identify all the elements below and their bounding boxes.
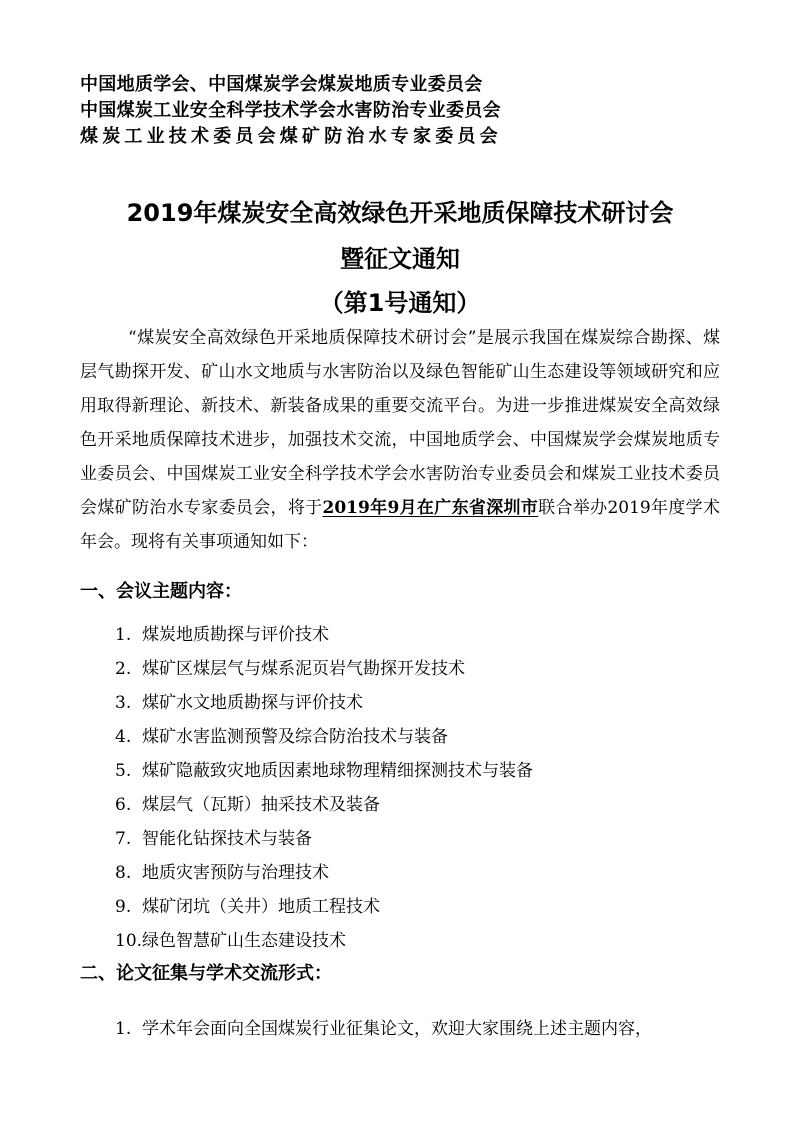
list-item-text: 地质灾害预防与治理技术: [142, 863, 329, 883]
list-item-text: 煤矿隐蔽致灾地质因素地球物理精细探测技术与装备: [142, 761, 533, 781]
list-item: [115, 788, 533, 822]
list-item-text: 煤矿水文地质勘探与评价技术: [142, 693, 363, 713]
list-item-number: 2.: [115, 659, 132, 679]
list-item-text: 绿色智慧矿山生态建设技术: [142, 931, 346, 951]
document-title: 2019年煤炭安全高效绿色开采地质保障技术研讨会: [126, 199, 674, 227]
list-item-text: 煤矿闭坑（关井）地质工程技术: [142, 897, 380, 917]
list-item: [115, 652, 533, 686]
list-item-text: 智能化钻探技术与装备: [142, 829, 312, 849]
list-item-number: 7.: [115, 829, 132, 849]
list-item-number: 5.: [115, 761, 132, 781]
intro-text-before: “煤炭安全高效绿色开采地质保障技术研讨会”是展示我国在煤炭综合勘探、煤层气勘探开发、矿山水文地质与水害防治以及绿色智能矿山生态建设等领域研究和应用取得新理论、新技术、新装备成果的重要交流平台。为进一步推进煤炭安全高效绿色开采地质保障技术进步，加强技术交流，中国地质学会、中国煤炭学会煤炭地质专业委员会、中国煤炭工业安全科学技术学会水害防治专业委员会和煤炭工业技术委员会煤矿防治水专家委员会，将于: [80, 328, 720, 518]
list-item-text: 学术年会面向全国煤炭行业征集论文，欢迎大家围绕上述主题内容，: [142, 1019, 652, 1039]
list-item-text: 煤矿水害监测预警及综合防治技术与装备: [142, 727, 448, 747]
list-item-number: 9.: [115, 897, 132, 917]
list-item-number: 10.: [115, 931, 143, 951]
list-item-number: 8.: [115, 863, 132, 883]
organizer-line-2: 中国煤炭工业安全科学技术学会水害防治专业委员会: [80, 100, 501, 121]
list-item-number: 1.: [115, 625, 132, 645]
section-heading-topics: 一、会议主题内容：: [80, 581, 242, 602]
list-item: [115, 686, 533, 720]
list-item-number: 1.: [115, 1019, 132, 1039]
list-item-text: 煤矿区煤层气与煤系泥页岩气勘探开发技术: [142, 659, 465, 679]
list-item-text: 煤层气（瓦斯）抽采技术及装备: [142, 795, 380, 815]
organizer-line-3: 煤炭工业技术委员会煤矿防治水专家委员会: [80, 126, 502, 147]
intro-paragraph: [80, 321, 720, 559]
topic-list: [115, 618, 533, 958]
list-item-number: 4.: [115, 727, 132, 747]
organizer-line-1: 中国地质学会、中国煤炭学会煤炭地质专业委员会: [80, 74, 483, 95]
list-item-number: 3.: [115, 693, 132, 713]
list-item-number: 6.: [115, 795, 132, 815]
list-item: [115, 1012, 652, 1046]
section-heading-papers: 二、论文征集与学术交流形式：: [80, 963, 332, 984]
list-item: [115, 618, 533, 652]
list-item-text: 煤炭地质勘探与评价技术: [142, 625, 329, 645]
list-item: [115, 890, 533, 924]
document-subtitle: 暨征文通知: [340, 245, 460, 273]
list-item: [115, 822, 533, 856]
notice-number: （第1号通知）: [319, 289, 481, 317]
list-item: [115, 720, 533, 754]
list-item: [115, 924, 533, 958]
intro-text-after: 联合举办2019年度学术年会。现将有关事项通知如下：: [80, 498, 720, 552]
event-date-location: 2019年9月在广东省深圳市: [322, 498, 539, 518]
list-item: [115, 856, 533, 890]
list-item: [115, 754, 533, 788]
